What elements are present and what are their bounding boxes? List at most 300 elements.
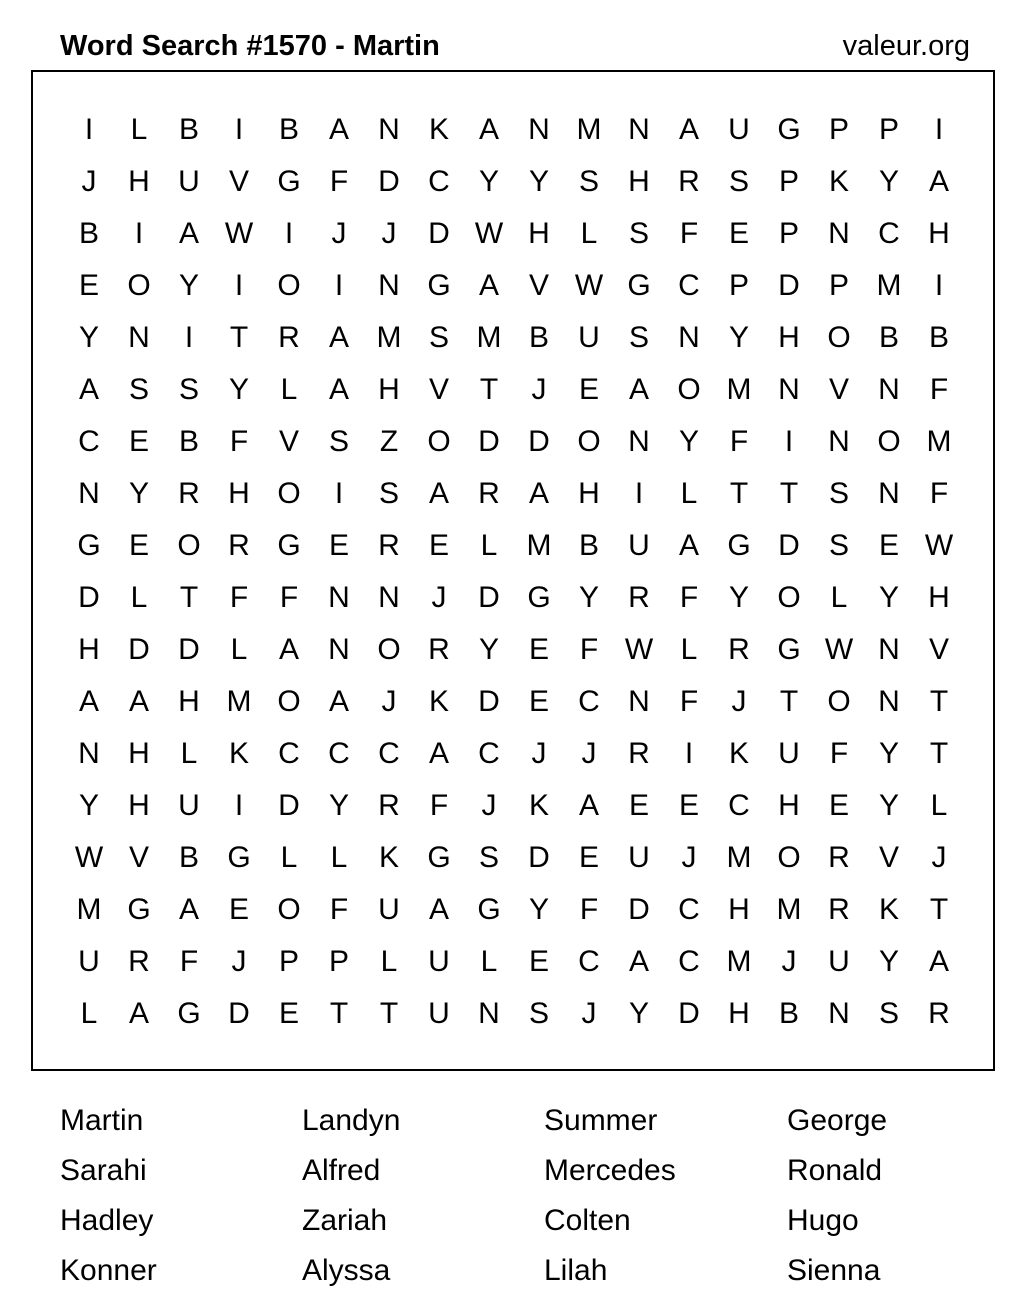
grid-cell[interactable]: J xyxy=(431,581,447,614)
grid-cell[interactable]: G xyxy=(127,893,151,926)
grid-cell[interactable]: T xyxy=(779,685,799,718)
grid-cell[interactable]: H xyxy=(928,217,950,250)
grid-cell[interactable]: Y xyxy=(328,789,349,822)
grid-cell[interactable]: F xyxy=(929,477,949,510)
grid-cell[interactable]: Y xyxy=(478,165,499,198)
grid-cell[interactable]: U xyxy=(378,893,400,926)
grid-cell[interactable]: N xyxy=(78,737,100,770)
grid-cell[interactable]: P xyxy=(778,165,799,198)
grid-cell[interactable]: I xyxy=(634,477,644,510)
grid-cell[interactable]: L xyxy=(80,997,98,1030)
grid-cell[interactable]: W xyxy=(224,217,254,250)
grid-cell[interactable]: U xyxy=(778,737,800,770)
grid-cell[interactable]: F xyxy=(279,581,299,614)
grid-cell[interactable]: I xyxy=(234,789,244,822)
grid-cell[interactable]: N xyxy=(678,321,700,354)
grid-cell[interactable]: D xyxy=(528,841,550,874)
grid-cell[interactable]: H xyxy=(628,165,650,198)
grid-cell[interactable]: O xyxy=(777,841,801,874)
grid-cell[interactable]: T xyxy=(779,477,799,510)
grid-cell[interactable]: L xyxy=(130,113,148,146)
grid-cell[interactable]: S xyxy=(628,321,649,354)
grid-cell[interactable]: E xyxy=(228,893,249,926)
grid-cell[interactable]: J xyxy=(381,217,397,250)
grid-cell[interactable]: G xyxy=(777,113,801,146)
grid-cell[interactable]: J xyxy=(531,737,547,770)
grid-cell[interactable]: S xyxy=(828,477,849,510)
grid-cell[interactable]: S xyxy=(128,373,149,406)
grid-cell[interactable]: C xyxy=(678,945,700,978)
grid-cell[interactable]: A xyxy=(328,373,349,406)
grid-cell[interactable]: F xyxy=(179,945,199,978)
grid-cell[interactable]: N xyxy=(878,373,900,406)
grid-cell[interactable]: W xyxy=(574,269,604,302)
grid-cell[interactable]: G xyxy=(277,529,301,562)
grid-cell[interactable]: L xyxy=(180,737,198,770)
grid-cell[interactable]: G xyxy=(627,269,651,302)
grid-cell[interactable]: N xyxy=(378,581,400,614)
grid-cell[interactable]: H xyxy=(778,321,800,354)
grid-cell[interactable]: R xyxy=(928,997,950,1030)
grid-cell[interactable]: H xyxy=(528,217,550,250)
grid-cell[interactable]: T xyxy=(929,737,949,770)
grid-cell[interactable]: V xyxy=(928,633,949,666)
grid-cell[interactable]: N xyxy=(78,477,100,510)
grid-cell[interactable]: E xyxy=(828,789,849,822)
grid-cell[interactable]: S xyxy=(628,217,649,250)
grid-cell[interactable]: H xyxy=(728,893,750,926)
grid-cell[interactable]: A xyxy=(628,373,649,406)
grid-cell[interactable]: N xyxy=(828,217,850,250)
grid-cell[interactable]: A xyxy=(278,633,299,666)
grid-cell[interactable]: C xyxy=(478,737,500,770)
grid-cell[interactable]: P xyxy=(828,269,849,302)
grid-cell[interactable]: J xyxy=(531,373,547,406)
grid-cell[interactable]: O xyxy=(877,425,901,458)
grid-cell[interactable]: H xyxy=(778,789,800,822)
grid-cell[interactable]: A xyxy=(328,321,349,354)
grid-cell[interactable]: U xyxy=(428,997,450,1030)
grid-cell[interactable]: G xyxy=(777,633,801,666)
grid-cell[interactable]: K xyxy=(878,893,899,926)
grid-cell[interactable]: N xyxy=(328,581,350,614)
grid-cell[interactable]: K xyxy=(528,789,549,822)
grid-cell[interactable]: U xyxy=(178,789,200,822)
grid-cell[interactable]: U xyxy=(628,841,650,874)
grid-cell[interactable]: P xyxy=(278,945,299,978)
grid-cell[interactable]: C xyxy=(278,737,300,770)
grid-cell[interactable]: N xyxy=(778,373,800,406)
grid-cell[interactable]: I xyxy=(334,269,344,302)
grid-cell[interactable]: A xyxy=(928,165,949,198)
grid-cell[interactable]: W xyxy=(624,633,654,666)
grid-cell[interactable]: S xyxy=(178,373,199,406)
grid-cell[interactable]: H xyxy=(128,789,150,822)
grid-cell[interactable]: Y xyxy=(128,477,149,510)
grid-cell[interactable]: D xyxy=(128,633,150,666)
grid-cell[interactable]: A xyxy=(478,113,499,146)
grid-cell[interactable]: Z xyxy=(379,425,399,458)
grid-cell[interactable]: E xyxy=(328,529,349,562)
grid-cell[interactable]: Y xyxy=(878,737,899,770)
grid-cell[interactable]: U xyxy=(728,113,750,146)
grid-cell[interactable]: O xyxy=(277,685,301,718)
grid-cell[interactable]: D xyxy=(428,217,450,250)
grid-cell[interactable]: W xyxy=(924,529,954,562)
grid-cell[interactable]: U xyxy=(828,945,850,978)
grid-cell[interactable]: I xyxy=(134,217,144,250)
grid-cell[interactable]: F xyxy=(679,217,699,250)
grid-cell[interactable]: G xyxy=(727,529,751,562)
grid-cell[interactable]: E xyxy=(528,945,549,978)
grid-cell[interactable]: G xyxy=(77,529,101,562)
grid-cell[interactable]: N xyxy=(128,321,150,354)
grid-cell[interactable]: O xyxy=(177,529,201,562)
grid-cell[interactable]: D xyxy=(678,997,700,1030)
grid-cell[interactable]: V xyxy=(228,165,249,198)
grid-cell[interactable]: O xyxy=(827,321,851,354)
grid-cell[interactable]: E xyxy=(728,217,749,250)
grid-cell[interactable]: P xyxy=(828,113,849,146)
grid-cell[interactable]: N xyxy=(628,685,650,718)
grid-cell[interactable]: Y xyxy=(178,269,199,302)
grid-cell[interactable]: L xyxy=(830,581,848,614)
grid-cell[interactable]: R xyxy=(828,841,850,874)
grid-cell[interactable]: J xyxy=(681,841,697,874)
grid-cell[interactable]: A xyxy=(428,737,449,770)
grid-cell[interactable]: R xyxy=(628,581,650,614)
grid-cell[interactable]: P xyxy=(778,217,799,250)
grid-cell[interactable]: H xyxy=(378,373,400,406)
grid-cell[interactable]: J xyxy=(331,217,347,250)
grid-cell[interactable]: D xyxy=(78,581,100,614)
grid-cell[interactable]: R xyxy=(728,633,750,666)
grid-cell[interactable]: E xyxy=(578,841,599,874)
grid-cell[interactable]: N xyxy=(478,997,500,1030)
grid-cell[interactable]: E xyxy=(628,789,649,822)
grid-cell[interactable]: J xyxy=(231,945,247,978)
grid-cell[interactable]: N xyxy=(878,685,900,718)
grid-cell[interactable]: M xyxy=(576,113,602,146)
grid-cell[interactable]: B xyxy=(878,321,899,354)
grid-cell[interactable]: E xyxy=(428,529,449,562)
grid-cell[interactable]: E xyxy=(878,529,899,562)
grid-cell[interactable]: K xyxy=(228,737,249,770)
grid-cell[interactable]: D xyxy=(278,789,300,822)
grid-cell[interactable]: H xyxy=(128,737,150,770)
grid-cell[interactable]: O xyxy=(427,425,451,458)
grid-cell[interactable]: H xyxy=(228,477,250,510)
grid-cell[interactable]: Y xyxy=(728,581,749,614)
grid-cell[interactable]: S xyxy=(528,997,549,1030)
grid-cell[interactable]: C xyxy=(678,269,700,302)
grid-cell[interactable]: O xyxy=(277,477,301,510)
grid-cell[interactable]: D xyxy=(378,165,400,198)
grid-cell[interactable]: U xyxy=(628,529,650,562)
grid-cell[interactable]: E xyxy=(678,789,699,822)
grid-cell[interactable]: R xyxy=(628,737,650,770)
grid-cell[interactable]: J xyxy=(81,165,97,198)
grid-cell[interactable]: V xyxy=(878,841,899,874)
grid-cell[interactable]: K xyxy=(428,113,449,146)
grid-cell[interactable]: O xyxy=(277,893,301,926)
grid-cell[interactable]: H xyxy=(178,685,200,718)
grid-cell[interactable]: C xyxy=(328,737,350,770)
grid-cell[interactable]: A xyxy=(628,945,649,978)
grid-cell[interactable]: M xyxy=(876,269,902,302)
grid-cell[interactable]: G xyxy=(427,841,451,874)
grid-cell[interactable]: H xyxy=(78,633,100,666)
grid-cell[interactable]: L xyxy=(280,373,298,406)
grid-cell[interactable]: B xyxy=(928,321,949,354)
grid-cell[interactable]: R xyxy=(178,477,200,510)
grid-cell[interactable]: F xyxy=(729,425,749,458)
grid-cell[interactable]: F xyxy=(929,373,949,406)
grid-cell[interactable]: M xyxy=(476,321,502,354)
grid-cell[interactable]: T xyxy=(379,997,399,1030)
grid-cell[interactable]: A xyxy=(428,893,449,926)
grid-cell[interactable]: K xyxy=(428,685,449,718)
grid-cell[interactable]: Y xyxy=(528,893,549,926)
grid-cell[interactable]: R xyxy=(828,893,850,926)
grid-cell[interactable]: N xyxy=(828,425,850,458)
grid-cell[interactable]: L xyxy=(480,945,498,978)
grid-cell[interactable]: O xyxy=(677,373,701,406)
grid-cell[interactable]: J xyxy=(781,945,797,978)
grid-cell[interactable]: J xyxy=(581,997,597,1030)
grid-cell[interactable]: P xyxy=(728,269,749,302)
grid-cell[interactable]: Y xyxy=(478,633,499,666)
grid-cell[interactable]: J xyxy=(731,685,747,718)
grid-cell[interactable]: E xyxy=(528,685,549,718)
grid-cell[interactable]: P xyxy=(878,113,899,146)
grid-cell[interactable]: A xyxy=(328,113,349,146)
grid-cell[interactable]: R xyxy=(678,165,700,198)
grid-cell[interactable]: S xyxy=(828,529,849,562)
grid-cell[interactable]: U xyxy=(428,945,450,978)
grid-cell[interactable]: S xyxy=(578,165,599,198)
grid-cell[interactable]: R xyxy=(228,529,250,562)
grid-cell[interactable]: S xyxy=(428,321,449,354)
grid-cell[interactable]: L xyxy=(230,633,248,666)
grid-cell[interactable]: N xyxy=(878,633,900,666)
grid-cell[interactable]: I xyxy=(284,217,294,250)
grid-cell[interactable]: Y xyxy=(678,425,699,458)
grid-cell[interactable]: G xyxy=(477,893,501,926)
grid-cell[interactable]: D xyxy=(778,269,800,302)
grid-cell[interactable]: M xyxy=(726,945,752,978)
grid-cell[interactable]: I xyxy=(234,269,244,302)
grid-cell[interactable]: N xyxy=(878,477,900,510)
grid-cell[interactable]: V xyxy=(828,373,849,406)
grid-cell[interactable]: S xyxy=(478,841,499,874)
grid-cell[interactable]: K xyxy=(828,165,849,198)
grid-cell[interactable]: A xyxy=(428,477,449,510)
grid-cell[interactable]: L xyxy=(480,529,498,562)
grid-cell[interactable]: O xyxy=(777,581,801,614)
grid-cell[interactable]: R xyxy=(128,945,150,978)
grid-cell[interactable]: B xyxy=(278,113,299,146)
grid-cell[interactable]: P xyxy=(328,945,349,978)
grid-cell[interactable]: E xyxy=(578,373,599,406)
grid-cell[interactable]: O xyxy=(127,269,151,302)
grid-cell[interactable]: S xyxy=(328,425,349,458)
grid-cell[interactable]: W xyxy=(474,217,504,250)
grid-cell[interactable]: V xyxy=(528,269,549,302)
grid-cell[interactable]: O xyxy=(277,269,301,302)
grid-cell[interactable]: S xyxy=(378,477,399,510)
grid-cell[interactable]: Y xyxy=(878,945,899,978)
grid-cell[interactable]: G xyxy=(177,997,201,1030)
grid-cell[interactable]: E xyxy=(78,269,99,302)
grid-cell[interactable]: D xyxy=(178,633,200,666)
grid-cell[interactable]: M xyxy=(726,373,752,406)
grid-cell[interactable]: M xyxy=(776,893,802,926)
grid-cell[interactable]: O xyxy=(377,633,401,666)
grid-cell[interactable]: M xyxy=(376,321,402,354)
grid-cell[interactable]: V xyxy=(278,425,299,458)
grid-cell[interactable]: D xyxy=(478,685,500,718)
grid-cell[interactable]: L xyxy=(930,789,948,822)
grid-cell[interactable]: T xyxy=(229,321,249,354)
grid-cell[interactable]: C xyxy=(728,789,750,822)
grid-cell[interactable]: F xyxy=(229,425,249,458)
grid-cell[interactable]: B xyxy=(528,321,549,354)
grid-cell[interactable]: M xyxy=(726,841,752,874)
grid-cell[interactable]: L xyxy=(280,841,298,874)
grid-cell[interactable]: N xyxy=(628,425,650,458)
grid-cell[interactable]: Y xyxy=(878,789,899,822)
grid-cell[interactable]: B xyxy=(78,217,99,250)
grid-cell[interactable]: D xyxy=(478,581,500,614)
grid-cell[interactable]: R xyxy=(478,477,500,510)
grid-cell[interactable]: C xyxy=(378,737,400,770)
grid-cell[interactable]: I xyxy=(934,113,944,146)
grid-cell[interactable]: T xyxy=(479,373,499,406)
grid-cell[interactable]: H xyxy=(128,165,150,198)
grid-cell[interactable]: A xyxy=(528,477,549,510)
grid-cell[interactable]: Y xyxy=(728,321,749,354)
grid-cell[interactable]: A xyxy=(178,217,199,250)
grid-cell[interactable]: M xyxy=(526,529,552,562)
grid-cell[interactable]: B xyxy=(178,425,199,458)
grid-cell[interactable]: Y xyxy=(228,373,249,406)
grid-cell[interactable]: N xyxy=(378,113,400,146)
grid-cell[interactable]: A xyxy=(678,113,699,146)
grid-cell[interactable]: J xyxy=(581,737,597,770)
grid-cell[interactable]: C xyxy=(428,165,450,198)
grid-cell[interactable]: D xyxy=(778,529,800,562)
grid-cell[interactable]: O xyxy=(827,685,851,718)
grid-cell[interactable]: C xyxy=(78,425,100,458)
grid-cell[interactable]: L xyxy=(680,477,698,510)
grid-cell[interactable]: N xyxy=(378,269,400,302)
grid-cell[interactable]: J xyxy=(931,841,947,874)
grid-cell[interactable]: B xyxy=(178,113,199,146)
grid-cell[interactable]: E xyxy=(278,997,299,1030)
grid-cell[interactable]: E xyxy=(528,633,549,666)
grid-cell[interactable]: N xyxy=(628,113,650,146)
grid-cell[interactable]: T xyxy=(729,477,749,510)
grid-cell[interactable]: A xyxy=(178,893,199,926)
grid-cell[interactable]: F xyxy=(579,893,599,926)
grid-cell[interactable]: T xyxy=(929,893,949,926)
grid-cell[interactable]: I xyxy=(234,113,244,146)
grid-cell[interactable]: A xyxy=(328,685,349,718)
grid-cell[interactable]: I xyxy=(84,113,94,146)
grid-cell[interactable]: G xyxy=(277,165,301,198)
grid-cell[interactable]: A xyxy=(128,997,149,1030)
grid-cell[interactable]: N xyxy=(328,633,350,666)
grid-cell[interactable]: M xyxy=(926,425,952,458)
grid-cell[interactable]: I xyxy=(934,269,944,302)
grid-cell[interactable]: J xyxy=(481,789,497,822)
grid-cell[interactable]: Y xyxy=(628,997,649,1030)
grid-cell[interactable]: A xyxy=(478,269,499,302)
grid-cell[interactable]: F xyxy=(829,737,849,770)
grid-cell[interactable]: G xyxy=(527,581,551,614)
grid-cell[interactable]: V xyxy=(428,373,449,406)
grid-cell[interactable]: B xyxy=(778,997,799,1030)
grid-cell[interactable]: B xyxy=(178,841,199,874)
grid-cell[interactable]: J xyxy=(381,685,397,718)
grid-cell[interactable]: G xyxy=(227,841,251,874)
grid-cell[interactable]: Y xyxy=(878,165,899,198)
grid-cell[interactable]: T xyxy=(929,685,949,718)
grid-cell[interactable]: F xyxy=(229,581,249,614)
grid-cell[interactable]: U xyxy=(78,945,100,978)
grid-cell[interactable]: D xyxy=(228,997,250,1030)
grid-cell[interactable]: F xyxy=(679,685,699,718)
grid-cell[interactable]: F xyxy=(429,789,449,822)
grid-cell[interactable]: Y xyxy=(878,581,899,614)
grid-cell[interactable]: I xyxy=(684,737,694,770)
grid-cell[interactable]: C xyxy=(678,893,700,926)
grid-cell[interactable]: A xyxy=(78,373,99,406)
grid-cell[interactable]: W xyxy=(824,633,854,666)
grid-cell[interactable]: F xyxy=(329,165,349,198)
grid-cell[interactable]: G xyxy=(427,269,451,302)
grid-cell[interactable]: L xyxy=(580,217,598,250)
grid-cell[interactable]: C xyxy=(578,945,600,978)
grid-cell[interactable]: D xyxy=(628,893,650,926)
grid-cell[interactable]: T xyxy=(179,581,199,614)
grid-cell[interactable]: I xyxy=(184,321,194,354)
grid-cell[interactable]: Y xyxy=(528,165,549,198)
grid-cell[interactable]: V xyxy=(128,841,149,874)
grid-cell[interactable]: T xyxy=(329,997,349,1030)
grid-cell[interactable]: F xyxy=(679,581,699,614)
grid-cell[interactable]: R xyxy=(378,529,400,562)
grid-cell[interactable]: W xyxy=(74,841,104,874)
grid-cell[interactable]: K xyxy=(728,737,749,770)
grid-cell[interactable]: M xyxy=(76,893,102,926)
grid-cell[interactable]: B xyxy=(578,529,599,562)
grid-cell[interactable]: U xyxy=(178,165,200,198)
grid-cell[interactable]: D xyxy=(528,425,550,458)
grid-cell[interactable]: A xyxy=(578,789,599,822)
grid-cell[interactable]: A xyxy=(928,945,949,978)
grid-cell[interactable]: L xyxy=(380,945,398,978)
grid-cell[interactable]: Y xyxy=(78,789,99,822)
grid-cell[interactable]: M xyxy=(226,685,252,718)
grid-cell[interactable]: N xyxy=(828,997,850,1030)
grid-cell[interactable]: Y xyxy=(78,321,99,354)
grid-cell[interactable]: A xyxy=(128,685,149,718)
grid-cell[interactable]: A xyxy=(678,529,699,562)
grid-cell[interactable]: F xyxy=(579,633,599,666)
grid-cell[interactable]: H xyxy=(928,581,950,614)
